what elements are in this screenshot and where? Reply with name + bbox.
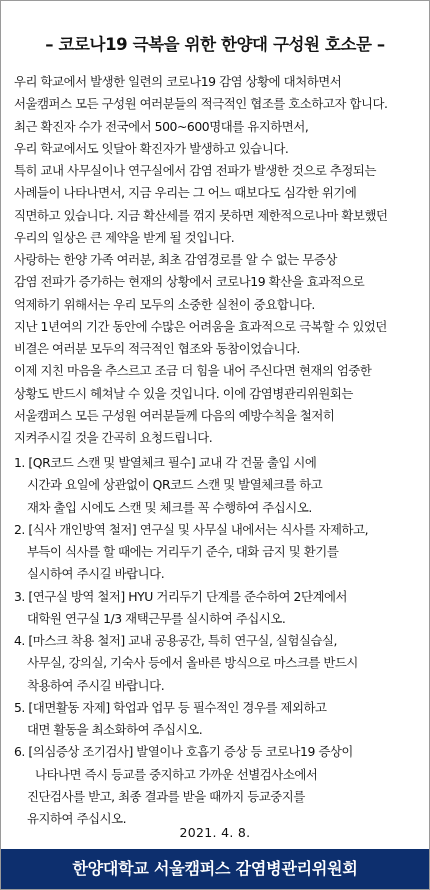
rule-4-line: 4. [마스크 착용 철저] 교내 공용공간, 특히 연구실, 실험실습실, <box>14 633 338 648</box>
intro-line: 지난 1년여의 기간 동안에 수많은 어려움을 효과적으로 극복할 수 있었던 <box>14 318 387 334</box>
rule-6-line: 유지하여 주십시오. <box>27 811 127 826</box>
intro-line: 이제 지친 마음을 추스르고 조금 더 힘을 내어 주신다면 현재의 엄중한 <box>14 363 372 379</box>
intro-line: 사랑하는 한양 가족 여러분, 최초 감염경로를 알 수 없는 무증상 <box>14 252 337 267</box>
intro-line: 사례들이 나타나면서, 지금 우리는 그 어느 때보다도 심각한 위기에 <box>14 185 357 201</box>
prevention-rules-list <box>14 452 422 830</box>
rule-2-line: 부득이 식사를 할 때에는 거리두기 준수, 대화 금지 및 환기를 <box>27 544 339 559</box>
notice-title: – 코로나19 극복을 위한 한양대 구성원 호소문 – <box>45 35 385 54</box>
intro-line: 우리 학교에서도 잇달아 확진자가 발생하고 있습니다. <box>14 140 289 156</box>
rule-2-line: 실시하여 주시길 바랍니다. <box>27 566 165 582</box>
rule-5-line: 대면 활동을 최소화하여 주십시오. <box>27 722 203 737</box>
intro-line: 우리의 일상은 큰 제약을 받게 될 것입니다. <box>14 229 235 245</box>
rule-4-line: 사무실, 강의실, 기숙사 등에서 올바른 방식으로 마스크를 반드시 <box>27 655 358 671</box>
rule-6-line: 진단검사를 받고, 최종 결과를 받을 때까지 등교중지를 <box>27 788 305 804</box>
footer-banner: 한양대학교 서울캠퍼스 감염병관리위원회 <box>1 849 429 889</box>
intro-line: 특히 교내 사무실이나 연구실에서 감염 전파가 발생한 것으로 추정되는 <box>14 163 376 178</box>
rule-2-line: 2. [식사 개인방역 철저] 연구실 및 사무실 내에서는 식사를 자제하고, <box>14 521 369 537</box>
intro-line: 우리 학교에서 발생한 일련의 코로나19 감염 상황에 대처하면서 <box>14 74 342 89</box>
intro-line: 직면하고 있습니다. 지금 확산세를 꺾지 못하면 제한적으로나마 확보했던 <box>14 207 388 223</box>
rule-1-line: 시간과 요일에 상관없이 QR코드 스캔 및 발열체크를 하고 <box>27 477 323 493</box>
rule-1-line: 1. [QR코드 스캔 및 발열체크 필수] 교내 각 건물 출입 시에 <box>14 455 317 470</box>
rule-3-line: 3. [연구실 방역 철저] HYU 거리두기 단계를 준수하여 2단계에서 <box>14 588 348 604</box>
rule-4-line: 착용하여 주시길 바랍니다. <box>27 677 165 693</box>
rule-3-line: 대학원 연구실 1/3 재택근무를 실시하여 주십시오. <box>27 610 286 626</box>
intro-line: 서울캠퍼스 모든 구성원 여러분들의 적극적인 협조를 호소하고자 합니다. <box>14 96 388 112</box>
rule-5-line: 5. [대면활동 자제] 학업과 업무 등 필수적인 경우를 제외하고 <box>14 699 327 715</box>
notice-date: 2021. 4. 8. <box>179 825 251 840</box>
intro-line: 상황도 반드시 헤쳐날 수 있을 것입니다. 이에 감염병관리위원회는 <box>14 385 353 401</box>
rule-1-line: 재차 출입 시에도 스캔 및 체크를 꼭 수행하여 주십시오. <box>27 499 312 515</box>
intro-line: 지켜주시길 것을 간곡히 요청드립니다. <box>14 430 213 445</box>
intro-line: 최근 확진자 수가 전국에서 500~600명대를 유지하면서, <box>14 118 309 134</box>
intro-line: 억제하기 위해서는 우리 모두의 소중한 실천이 중요합니다. <box>14 296 315 312</box>
intro-paragraphs <box>14 71 422 449</box>
intro-line: 감염 전파가 증가하는 현재의 상황에서 코로나19 확산을 효과적으로 <box>14 274 365 290</box>
rule-6-line: 나타나면 즉시 등교를 중지하고 가까운 선별검사소에서 <box>35 766 318 782</box>
intro-line: 서울캠퍼스 모든 구성원 여러분들께 다음의 예방수칙을 철저히 <box>14 407 335 423</box>
rule-6-line: 6. [의심증상 조기검사] 발열이나 호흡기 증상 등 코로나19 증상이 <box>14 744 353 760</box>
intro-line: 비결은 여러분 모두의 적극적인 협조와 동참이었습니다. <box>14 341 300 356</box>
